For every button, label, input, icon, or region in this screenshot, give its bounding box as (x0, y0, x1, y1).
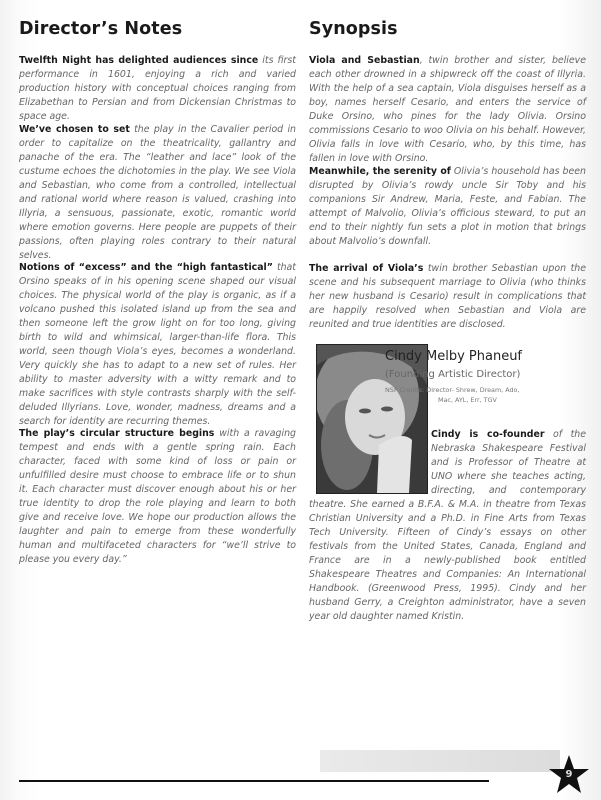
bio-name: Cindy Melby Phaneuf (385, 349, 523, 364)
synopsis-paragraph-3-body: twin brother Sebastian upon the scene and his subsequent marriage to Olivia (who thinks her new husband is Cesario) result in complications that are happily resolved when Sebastian and Viola are reunited and true identities are disclosed. (309, 263, 586, 330)
notes-paragraph-3-lead: Notions of “excess” and the “high fantastical” (19, 262, 273, 273)
bio-body: of the Nebraska Shakespeare Festival and is Professor of Theatre at UNO where she teaches acting, directing, and contemporary theatre. She earned a B.F.A. & M.A. in theatre from Texas Christian University and a Ph.D. in Fine Arts from Texas Tech University. Fifteen of Cindy’s essays on other festivals from the United States, Canada, England and France are in a newly-published book entitled Shakespeare Theatres and Companies: An International Handbook. (Greenwood Press, 1995). Cindy and her husband Gerry, a Creighton administrator, have a seven year old daughter named Kristin. (309, 429, 586, 622)
notes-paragraph-3-body: that Orsino speaks of in his opening scene shaped our visual choices. The physical world of the play is organic, as if a volcano pushed this isolated island up from the sea and then someone left the grow light on for too long, giving birth to wild and whimsical, larger-than-life flora. This world, seen though Viola’s eyes, becomes a wonderland. Very quickly she has to adapt to a new set of rules. Her ability to master adversity with a witty remark and to make sacrifices with style contrasts sharply with the self-deluded Illyrians. Love, wonder, madness, dreams and a search for identity are recurring themes. (19, 262, 296, 427)
notes-paragraph-2 (19, 123, 296, 263)
notes-paragraph-4 (19, 427, 296, 567)
notes-paragraph-2-lead: We’ve chosen to set (19, 124, 130, 135)
page-number: 9 (565, 769, 573, 780)
synopsis-paragraph-1-lead: Viola and Sebastian (309, 55, 420, 66)
notes-paragraph-1 (19, 54, 296, 124)
notes-paragraph-2-body: the play in the Cavalier period in order to capitalize on the theatricality, gallantry and panache of the era. The “leather and lace” look of the custume echoes the dichotomies in the play. We see Viola and Sebastian, who come from a controlled, intellectual and rational world where reason is valued, crashing into Illyria, a sensuous, passionate, exotic, romantic world where emotion governs. Here people are puppets of their passions, often playing roles contrary to their natural selves. (19, 124, 296, 261)
footer-rule (19, 780, 489, 782)
synopsis-paragraph-3-lead: The arrival of Viola’s (309, 263, 424, 274)
page-number-badge (548, 754, 590, 796)
synopsis-paragraph-1 (309, 54, 586, 166)
notes-paragraph-3 (19, 261, 296, 429)
bio-lead: Cindy is co-founder (431, 429, 545, 440)
photo-wrap-spacer (309, 428, 431, 492)
bio-credits-line-1: NSF Credits: Director- Shrew, Dream, Ado, (385, 386, 520, 394)
synopsis-paragraph-2-lead: Meanwhile, the serenity of (309, 166, 451, 177)
bio-role: (Founding Artistic Director) (385, 369, 521, 380)
notes-paragraph-4-body: with a ravaging tempest and ends with a gentle spring rain. Each character, faced with some kind of loss or pain or unfulfilled desire must choose to embrace life or to shun it. Each character must discover enough about his or her true identity to drop the role playing and learn to both give and receive love. We hope our production allows the laughter and pain to emerge from these wonderfully human and multifaceted characters for “we’ll strive to please you every day.” (19, 428, 296, 565)
bio-paragraph (309, 428, 586, 624)
synopsis-paragraph-2 (309, 165, 586, 249)
synopsis-paragraph-1-body: , twin brother and sister, believe each other drowned in a shipwreck off the coast of Illyria. With the help of a sea captain, Viola disguises herself as a boy, names herself Cesario, and enters the service of Duke Orsino, who pines for the lady Olivia. Orsino commissions Cesario to woo Olivia on his behalf. However, Olivia falls in love with Cesario, who, by this time, has fallen in love with Orsino. (309, 55, 586, 164)
synopsis-paragraph-3 (309, 262, 586, 332)
synopsis-paragraph-2-body: Olivia’s household has been disrupted by Olivia’s rowdy uncle Sir Toby and his companions Sir Andrew, Maria, Feste, and Fabian. The attempt of Malvolio, Olivia’s officious steward, to put an end to their nightly fun sets a plot in motion that brings about Malvolio’s downfall. (309, 166, 586, 247)
footer-shadow-band (320, 750, 560, 772)
bio-credits (385, 385, 545, 405)
notes-paragraph-1-lead: Twelfth Night has delighted audiences since (19, 55, 259, 66)
directors-notes-heading: Director’s Notes (19, 19, 183, 39)
notes-paragraph-1-body: its first performance in 1601, enjoying a rich and varied production history with conceptual choices ranging from Elizabethan to Persian and from Dickensian Christmas to space age. (19, 55, 296, 122)
notes-paragraph-4-lead: The play’s circular structure begins (19, 428, 215, 439)
bio-credits-line-2: Mac, AYL, Err, TGV (438, 396, 497, 404)
synopsis-heading: Synopsis (309, 19, 398, 39)
